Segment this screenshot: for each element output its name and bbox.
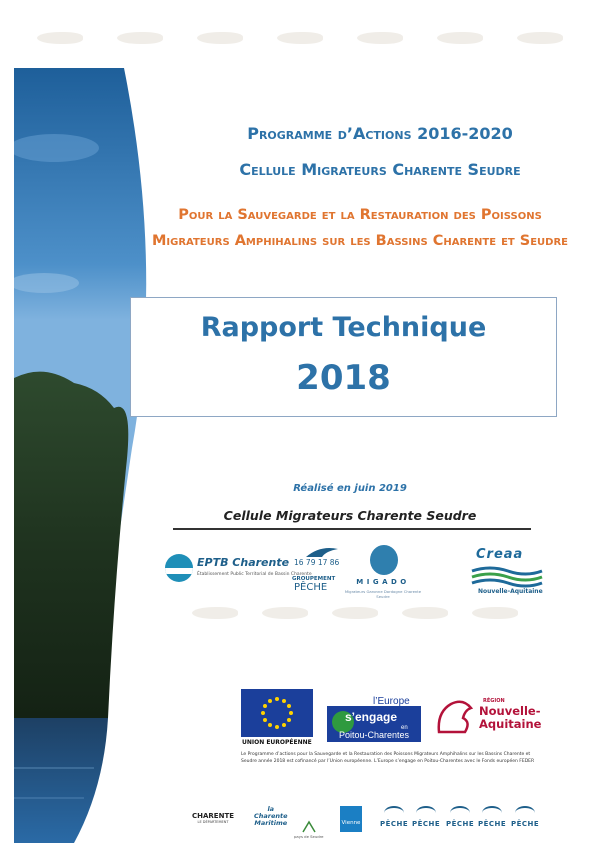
region-label: RÉGION [483,698,505,704]
europe-poitou-logo [327,692,421,742]
federation-peche-logo [412,806,440,834]
creaa-logo [470,547,544,597]
eptb-tagline: Établissement Public Territorial de Bassin Charente [197,572,312,577]
report-title: Rapport Technique [200,312,487,343]
realisation-date: Réalisé en juin 2019 [293,483,407,494]
peche-label: PÊCHE [412,820,441,828]
eptb-circle-icon [165,554,193,582]
eu-label: UNION EUROPÉENNE [242,739,312,746]
poitou-region-text: Poitou-Charentes [339,730,410,740]
vienne-logo [340,806,362,832]
federation-peche-logo [478,806,506,834]
federation-peche-logo [446,806,474,834]
fish-icon [472,607,518,619]
pays-de-seudre-logo [294,820,324,839]
migado-drop-icon [370,545,398,575]
fish-icon [262,607,308,619]
fish-icon [402,607,448,619]
migado-tagline: Migrateurs Garonne Dordogne Charente Seudre [344,589,422,599]
nouvelle-aquitaine-logo [435,696,545,738]
charente-maritime-logo [254,806,288,827]
funding-note: Le Programme d’actions pour la Sauvegarde et la Restauration des Poissons Migrateurs Amphihalins sur les Bassins Charente et Seudre année 2018 est cofinancé par l’Union européenne. L’Europe s’engage en Poitou-Charentes avec le Fonds européen FEDER [241,752,535,764]
fish-icon [357,32,403,44]
decorative-fish-banner-middle [180,607,530,627]
nouvelle-aquitaine-name [479,705,541,731]
migado-name: MIGADO [356,578,410,586]
creaa-name: Creaa [476,547,524,562]
report-year: 2018 [296,358,391,398]
migado-logo [343,545,423,597]
peche-label: PÊCHE [511,820,540,828]
creaa-waves-icon [470,565,544,589]
heron-icon [299,820,319,834]
fish-icon [197,32,243,44]
fish-hook-icon [416,806,436,820]
peche-label: PÊCHE [478,820,507,828]
subtitle-line-1: Pour la Sauvegarde et la Restauration des Poissons [178,207,542,223]
cm-line-1: la [267,805,275,813]
europe-poitou-graphic [327,692,421,742]
pays-name: pays de Seudre [294,834,324,839]
programme-cellule: Cellule Migrateurs Charente Seudre [239,160,521,179]
charente-small: LE DÉPARTEMENT [197,820,229,824]
cover-photo-river [14,68,164,843]
nouvelle-line-2: Aquitaine [479,717,542,731]
lion-icon [435,698,475,736]
eptb-name: EPTB Charente [197,556,290,569]
fish-icon [37,32,83,44]
fish-icon [192,607,238,619]
cm-line-2: Charente [254,812,288,820]
charente-logo [192,812,234,824]
fish-icon [332,607,378,619]
report-title-box [130,297,557,417]
nouvelle-line-1: Nouvelle- [479,704,541,718]
vienne-name: Vienne [341,820,361,826]
fish-icon [277,32,323,44]
poitou-top-text: l’Europe [373,696,410,707]
eptb-charente-logo [165,552,312,586]
bottom-logos [190,804,545,839]
programme-title: Programme d’Actions 2016-2020 [247,124,513,143]
divider [173,528,531,530]
gpeche-label-groupement: GROUPEMENT [292,576,336,582]
fish-hook-icon [482,806,502,820]
author-name: Cellule Migrateurs Charente Seudre [223,508,477,523]
charente-name: CHARENTE [192,812,234,820]
fish-icon [437,32,483,44]
creaa-region: Nouvelle-Aquitaine [478,588,543,595]
fish-icon [117,32,163,44]
eu-flag [241,689,313,737]
subtitle-line-2: Migrateurs Amphihalins sur les Bassins Charente et Seudre [151,233,569,249]
fish-hook-icon [384,806,404,820]
federation-peche-logo [511,806,539,834]
cm-line-3: Maritime [254,819,288,827]
decorative-fish-banner-top [20,32,580,52]
gpeche-label-peche: PÊCHE [294,582,328,593]
poitou-en-text: en [401,725,408,731]
poitou-engage-text: s’engage [345,710,398,724]
gpeche-numbers: 16 79 17 86 [294,558,340,567]
eu-stars-icon [241,689,313,737]
fish-hook-icon [515,806,535,820]
peche-label: PÊCHE [380,820,409,828]
groupement-peche-logo [292,545,344,595]
federation-peche-logo [380,806,408,834]
fish-hook-icon [450,806,470,820]
fish-icon [517,32,563,44]
peche-label: PÊCHE [446,820,475,828]
